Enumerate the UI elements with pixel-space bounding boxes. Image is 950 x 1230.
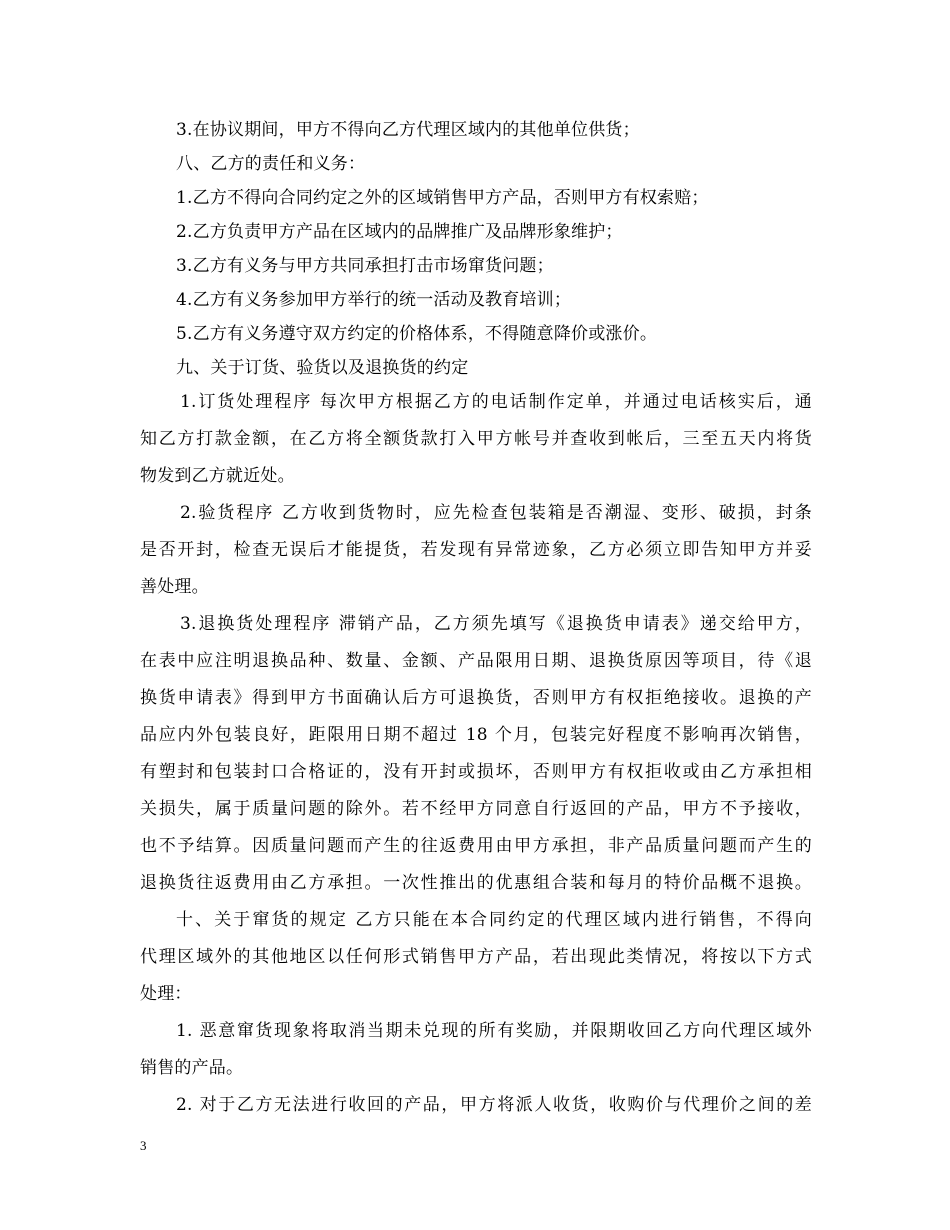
section-9-ordering-paragraph bbox=[140, 388, 812, 491]
paragraph-line: 在表中应注明退换品种、数量、金额、产品限用日期、退换货原因等项目，待《退 bbox=[140, 651, 812, 671]
section-10-item-2 bbox=[140, 1091, 812, 1120]
section-9-inspection-paragraph bbox=[140, 499, 812, 602]
section-9-heading: 九、关于订货、验货以及退换货的约定 bbox=[176, 358, 469, 378]
section-8-item-5: 5.乙方有义务遵守双方约定的价格体系，不得随意降价或涨价。 bbox=[176, 324, 658, 344]
paragraph-line: 有塑封和包装封口合格证的，没有开封或损坏，否则甲方有权拒收或由乙方承担相 bbox=[140, 762, 812, 782]
section-8-item-4: 4.乙方有义务参加甲方举行的统一活动及教育培训； bbox=[176, 290, 572, 310]
paragraph-line: 2.验货程序 乙方收到货物时，应先检查包装箱是否潮湿、变形、破损，封条 bbox=[180, 503, 812, 523]
paragraph-line: 善处理。 bbox=[140, 577, 209, 597]
paragraph-line: 退换货往返费用由乙方承担。一次性推出的优惠组合装和每月的特价品概不退换。 bbox=[140, 873, 812, 893]
paragraph-line: 代理区域外的其他地区以任何形式销售甲方产品，若出现此类情况，将按以下方式 bbox=[140, 947, 812, 967]
section-8-heading: 八、乙方的责任和义务： bbox=[176, 154, 366, 174]
clause-7-item-3: 3.在协议期间，甲方不得向乙方代理区域内的其他单位供货； bbox=[176, 120, 640, 140]
section-8-item-2: 2.乙方负责甲方产品在区域内的品牌推广及品牌形象维护； bbox=[176, 222, 623, 242]
paragraph-line: 1. 恶意窜货现象将取消当期未兑现的所有奖励，并限期收回乙方向代理区域外 bbox=[176, 1021, 812, 1041]
paragraph-line: 品应内外包装良好，距限用日期不超过 18 个月，包装完好程度不影响再次销售， bbox=[140, 725, 812, 745]
paragraph-line: 物发到乙方就近处。 bbox=[140, 466, 295, 486]
paragraph-line: 十、关于窜货的规定 乙方只能在本合同约定的代理区域内进行销售，不得向 bbox=[176, 910, 812, 930]
paragraph-line: 也不予结算。因质量问题而产生的往返费用由甲方承担，非产品质量问题而产生的 bbox=[140, 836, 812, 856]
paragraph-line: 1.订货处理程序 每次甲方根据乙方的电话制作定单，并通过电话核实后，通 bbox=[180, 392, 812, 412]
paragraph-line: 处理： bbox=[140, 984, 192, 1004]
paragraph-line: 2. 对于乙方无法进行收回的产品，甲方将派人收货，收购价与代理价之间的差 bbox=[176, 1095, 812, 1115]
section-9-returns-paragraph bbox=[140, 610, 812, 898]
section-10-item-1 bbox=[140, 1017, 812, 1083]
paragraph-line: 知乙方打款金额，在乙方将全额货款打入甲方帐号并查收到帐后，三至五天内将货 bbox=[140, 429, 812, 449]
paragraph-line: 关损失，属于质量问题的除外。若不经甲方同意自行返回的产品，甲方不予接收， bbox=[140, 799, 812, 819]
paragraph-line: 3.退换货处理程序 滞销产品，乙方须先填写《退换货申请表》递交给甲方， bbox=[180, 614, 812, 634]
section-10-paragraph bbox=[140, 906, 812, 1009]
paragraph-line: 换货申请表》得到甲方书面确认后方可退换货，否则甲方有权拒绝接收。退换的产 bbox=[140, 688, 812, 708]
paragraph-line: 是否开封，检查无误后才能提货，若发现有异常迹象，乙方必须立即告知甲方并妥 bbox=[140, 540, 812, 560]
section-8-item-1: 1.乙方不得向合同约定之外的区域销售甲方产品，否则甲方有权索赔； bbox=[176, 188, 709, 208]
document-body bbox=[140, 116, 812, 1128]
page-number: 3 bbox=[140, 1138, 147, 1153]
paragraph-line: 销售的产品。 bbox=[140, 1058, 244, 1078]
section-8-item-3: 3.乙方有义务与甲方共同承担打击市场窜货问题； bbox=[176, 256, 554, 276]
